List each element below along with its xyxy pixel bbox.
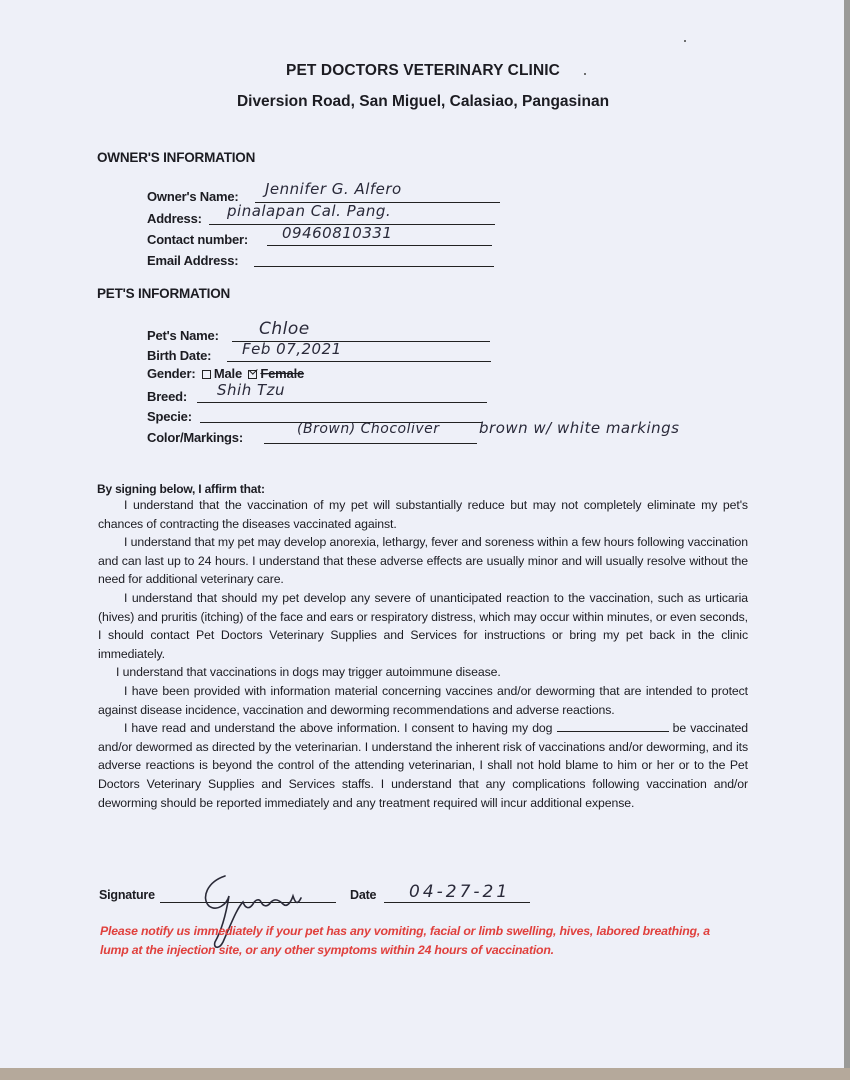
affirmation-paragraph: I understand that vaccinations in dogs may trigger autoimmune disease. xyxy=(116,665,501,680)
owner-email-label: Email Address: xyxy=(147,253,239,268)
owner-email-field[interactable] xyxy=(147,250,495,270)
pet-name-label: Pet's Name: xyxy=(147,328,219,343)
male-option-label: Male xyxy=(213,366,242,381)
date-value: 04-27-21 xyxy=(409,882,511,902)
owner-section-heading: OWNER'S INFORMATION xyxy=(97,150,256,165)
affirmation-paragraph: I have been provided with information material concerning vaccines and/or deworming that are intended to protect against disease incidence, vaccination and deworming recommendations and adverse reactions. xyxy=(98,683,748,717)
clinic-name: PET DOCTORS VETERINARY CLINIC xyxy=(286,62,560,79)
birth-date-label: Birth Date: xyxy=(147,348,212,363)
owner-contact-field[interactable] xyxy=(147,224,493,249)
clinic-address: Diversion Road, San Miguel, Calasiao, Pangasinan xyxy=(236,93,610,110)
date-label: Date xyxy=(350,888,377,902)
consent-text-start: I have read and understand the above information. I consent to having my dog xyxy=(124,721,553,736)
consent-text-end: be vaccinated and/or dewormed as directed by the veterinarian. I understand the inherent risk of vaccinations and/or deworming, and its adverse reactions is beyond the control of the attending veterinarian, I shall not hold blame to him or her or to the Pet Doctors Veterinary Supplies and Services staffs. I understand that any complications following vaccination and/or deworming should be reported immediately and any treatment required will incur additional expense. xyxy=(98,721,749,810)
specie-label: Specie: xyxy=(147,409,192,424)
owner-contact-line xyxy=(267,245,492,246)
owner-name-label: Owner's Name: xyxy=(147,189,239,204)
owner-address-label: Address: xyxy=(147,211,202,226)
pet-name-value: Chloe xyxy=(259,319,310,339)
breed-field[interactable] xyxy=(147,381,489,406)
birth-date-field[interactable] xyxy=(147,340,493,365)
birth-date-value: Feb 07,2021 xyxy=(242,340,342,358)
birth-date-line xyxy=(227,361,491,362)
color-markings-line xyxy=(264,443,477,444)
signature-label: Signature xyxy=(99,888,155,902)
consent-paragraph xyxy=(98,719,748,812)
breed-line xyxy=(197,402,487,403)
female-option-label: Female xyxy=(260,366,305,381)
color-markings-value: (Brown) Chocoliver xyxy=(297,421,440,437)
breed-value: Shih Tzu xyxy=(217,381,286,399)
affirmation-paragraph: I understand that should my pet develop any severe of unanticipated reaction to the vaccination, such as urticaria (hives) and pruritis (itching) of the face and ears or respiratory distress, which may occur within minutes, or even seconds, I should contact Pet Doctors Veterinary Supplies and Services for instructions or bring my pet back in the clinic immediately. xyxy=(98,590,748,661)
gender-field xyxy=(147,366,304,381)
affirmation-paragraph: I understand that the vaccination of my pet will substantially reduce but may not completely eliminate my pet's chances of contracting the diseases vaccinated against. xyxy=(98,498,748,531)
female-checkbox[interactable] xyxy=(248,370,257,379)
color-markings-label: Color/Markings: xyxy=(147,430,243,445)
owner-email-line xyxy=(254,266,494,267)
owner-contact-value: 09460810331 xyxy=(282,224,393,242)
breed-label: Breed: xyxy=(147,389,187,404)
affirmation-heading: By signing below, I affirm that: xyxy=(97,482,265,496)
owner-contact-label: Contact number: xyxy=(147,232,249,247)
date-line xyxy=(384,902,530,903)
affirmation-text xyxy=(98,496,748,812)
vaccination-warning: Please notify us immediately if your pet has any vomiting, facial or limb swelling, hives, labored breathing, a lump at the injection site, or any other symptoms within 24 hours of vaccination. xyxy=(100,924,710,957)
scan-bottom-edge xyxy=(0,1068,850,1080)
male-checkbox[interactable] xyxy=(202,370,211,379)
color-markings-field[interactable] xyxy=(147,419,687,447)
dog-name-blank[interactable] xyxy=(557,721,669,732)
owner-address-value: pinalapan Cal. Pang. xyxy=(227,202,392,220)
gender-label: Gender: xyxy=(147,366,196,381)
color-markings-extra: brown w/ white markings xyxy=(479,419,680,437)
affirmation-paragraph: I understand that my pet may develop anorexia, lethargy, fever and soreness within a few hours following vaccination and can last up to 24 hours. I understand that these adverse effects are usually minor and will usually resolve without the need for additional veterinary care. xyxy=(98,535,748,587)
owner-name-value: Jennifer G. Alfero xyxy=(265,180,402,198)
scan-speck xyxy=(684,40,686,42)
pet-section-heading: PET'S INFORMATION xyxy=(97,286,231,301)
scan-edge-shadow xyxy=(844,0,850,1080)
signature-row xyxy=(99,884,549,908)
